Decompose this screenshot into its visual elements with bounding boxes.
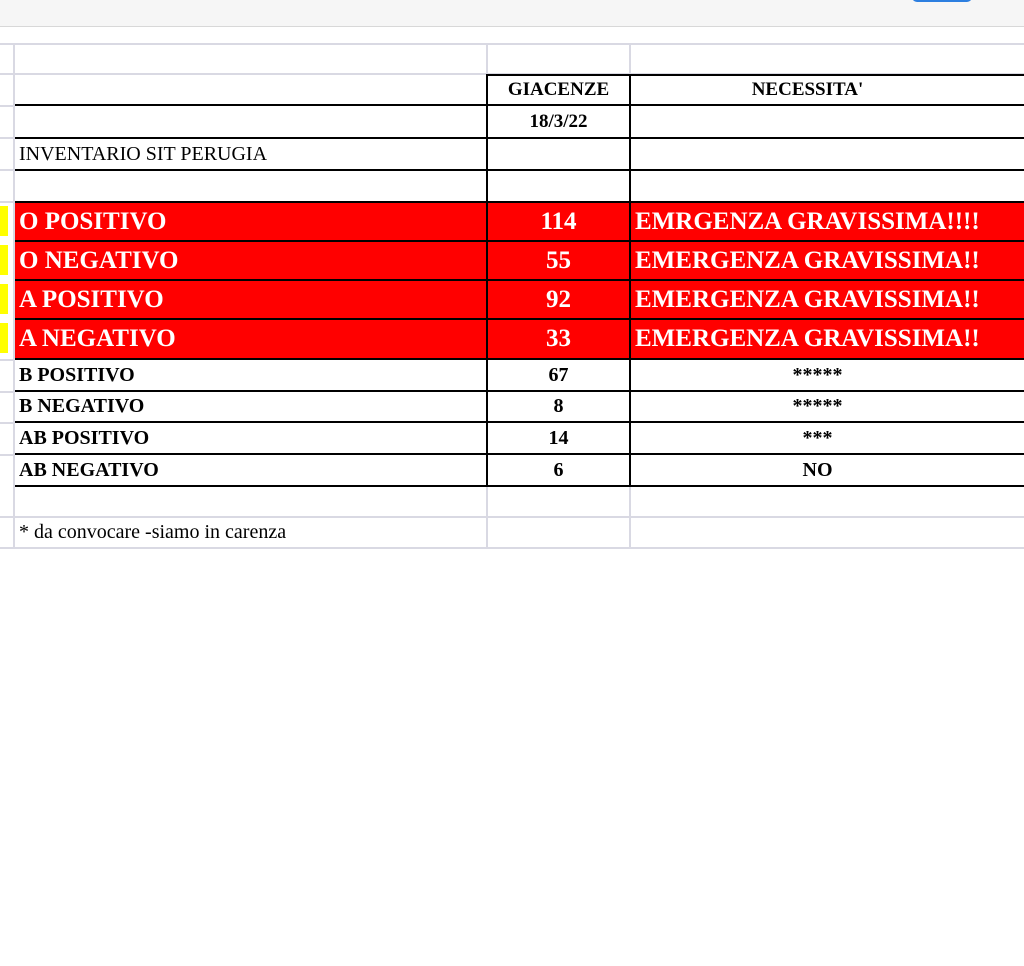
cell-border [15, 169, 1024, 171]
footnote: * da convocare -siamo in carenza [19, 521, 287, 543]
group-cell: B NEGATIVO [19, 395, 145, 417]
group-cell: O POSITIVO [19, 207, 167, 235]
count-cell: 92 [546, 285, 571, 313]
need-cell: EMERGENZA GRAVISSIMA!! [635, 325, 980, 352]
count-cell: 14 [548, 426, 569, 449]
group-cell: B POSITIVO [19, 363, 135, 386]
header-date: 18/3/22 [529, 110, 588, 132]
cell-border [15, 485, 1024, 487]
group-cell: A NEGATIVO [19, 325, 176, 352]
gridline [0, 547, 1024, 549]
group-cell: A POSITIVO [19, 285, 164, 313]
gridline [0, 43, 1024, 45]
group-cell: AB POSITIVO [19, 426, 150, 449]
inventory-title: INVENTARIO SIT PERUGIA [19, 142, 268, 165]
gridline [486, 43, 488, 75]
group-cell: O NEGATIVO [19, 246, 179, 274]
row-marker [0, 284, 8, 314]
row-marker [0, 245, 8, 275]
need-cell: NO [802, 458, 833, 481]
need-cell: EMERGENZA GRAVISSIMA!! [635, 285, 980, 313]
group-cell: AB NEGATIVO [19, 458, 159, 481]
need-cell: ***** [792, 395, 843, 417]
row-marker [0, 206, 8, 236]
row-marker [0, 323, 8, 353]
count-cell: 114 [540, 207, 577, 235]
count-cell: 67 [548, 363, 569, 386]
gridline [486, 487, 488, 548]
header-necessita: NECESSITA' [751, 79, 864, 100]
need-cell: *** [802, 426, 833, 449]
need-cell: EMRGENZA GRAVISSIMA!!!! [635, 207, 980, 235]
gridline [629, 43, 631, 75]
gridline [629, 487, 631, 548]
count-cell: 6 [553, 458, 564, 481]
need-cell: ***** [792, 363, 843, 386]
header-giacenze: GIACENZE [507, 79, 610, 100]
count-cell: 55 [546, 246, 571, 274]
count-cell: 33 [546, 325, 571, 352]
need-cell: EMERGENZA GRAVISSIMA!! [635, 246, 980, 274]
count-cell: 8 [553, 395, 564, 417]
